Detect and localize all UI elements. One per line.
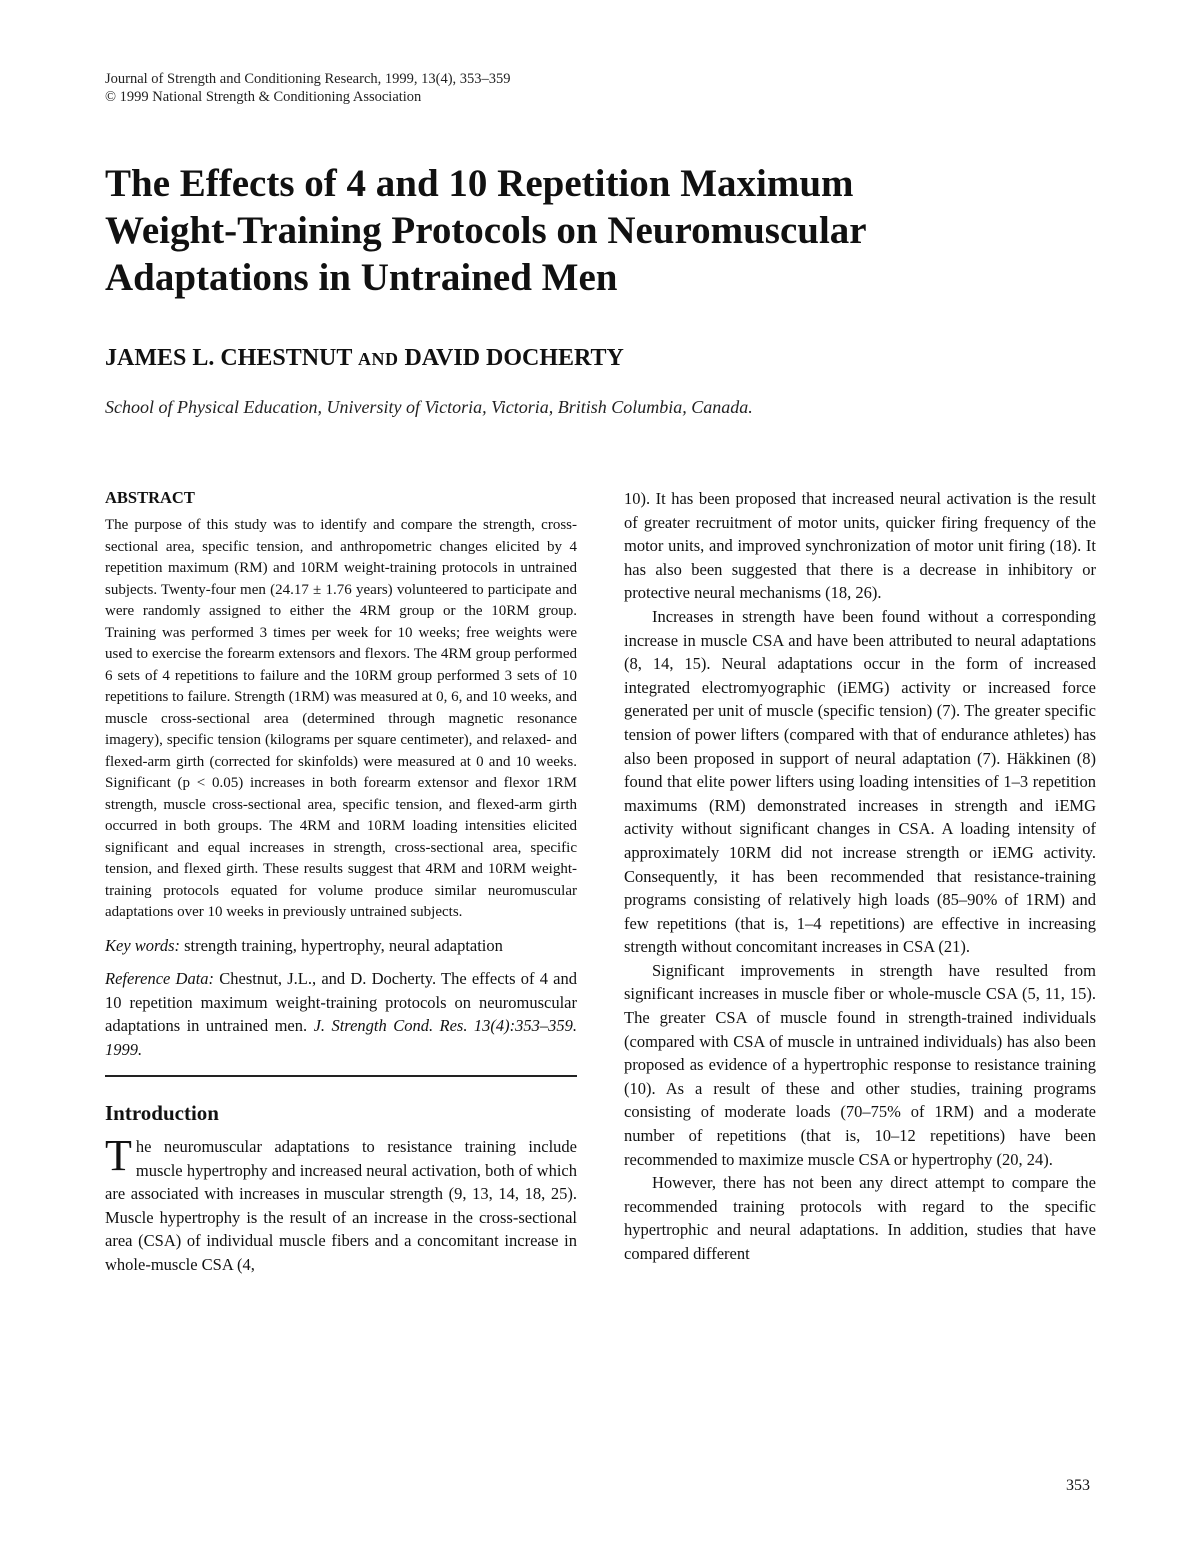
title-line-1: The Effects of 4 and 10 Repetition Maximum [105, 162, 854, 205]
section-divider [105, 1075, 577, 1077]
reference-data [105, 967, 577, 1061]
title-line-2: Weight-Training Protocols on Neuromuscular [105, 209, 867, 252]
right-paragraph-4: However, there has not been any direct attempt to compare the recommended training protocols with regard to the specific hypertrophic and neural adaptations. In addition, studies that have compared different [624, 1173, 1096, 1263]
reference-text: Chestnut, J.L., and D. Docherty. The effects of 4 and 10 repetition maximum weight-training protocols on neuromuscular adaptations in untrained men. [105, 969, 577, 1035]
title-line-3: Adaptations in Untrained Men [105, 256, 618, 299]
keywords-text: strength training, hypertrophy, neural adaptation [180, 935, 503, 955]
drop-cap: T [105, 1131, 132, 1180]
journal-citation: Journal of Strength and Conditioning Research, 1999, 13(4), 353–359 [105, 71, 511, 87]
keywords-label: Key words: [105, 935, 181, 955]
keywords [105, 934, 577, 958]
abstract-text: The purpose of this study was to identify and compare the strength, cross-sectional area, specific tension, and anthropometric changes elicited by 4 repetition maximum (RM) and 10RM weight-training protocols in untrained subjects. Twenty-four men (24.17 ± 1.76 years) volunteered to participate and were randomly assigned to either the 4RM group or the 10RM group. Training was performed 3 times per week for 10 weeks; free weights were used to exercise the forearm extensors and flexors. The 4RM group performed 6 sets of 4 repetitions to failure and the 10RM group performed 3 sets of 10 repetitions to failure. Strength (1RM) was measured at 0, 6, and 10 weeks, and muscle cross-sectional area (determined through magnetic resonance imagery), specific tension (kilograms per square centimeter), and relaxed- and flexed-arm girth (corrected for skinfolds) were measured at 0 and 10 weeks. Significant (p < 0.05) increases in both forearm extensor and flexor 1RM strength, muscle cross-sectional area, specific tension, and flexed-arm girth occurred in both groups. The 4RM and 10RM loading intensities elicited significant and equal increases in strength, cross-sectional area, specific tension, and flexed girth. These results suggest that 4RM and 10RM weight-training protocols equated for volume produce similar neuromuscular adaptations over 10 weeks in previously untrained subjects. [105, 517, 577, 920]
page-number: 353 [1066, 1477, 1090, 1494]
introduction-heading: Introduction [105, 1101, 219, 1125]
affiliation: School of Physical Education, University of Victoria, Victoria, British Columbia, Canada. [105, 397, 753, 417]
right-column [624, 487, 1096, 1266]
author-first: JAMES L. CHESTNUT [105, 345, 352, 371]
author-second: DAVID DOCHERTY [404, 345, 624, 371]
right-paragraph-3: Significant improvements in strength have resulted from significant increases in muscle fiber or whole-muscle CSA (5, 11, 15). The greater CSA of muscle found in strength-trained individuals (compared with CSA of muscle in untrained individuals) has also been proposed as evidence of a hypertrophic response to resistance training (10). As a result of these and other studies, training programs consisting of moderate loads (70–75% of 1RM) and a moderate number of repetitions (that is, 10–12 repetitions) have been recommended to maximize muscle CSA or hypertrophy (20, 24). [624, 960, 1096, 1169]
abstract-heading: ABSTRACT [105, 488, 195, 507]
reference-label: Reference Data: [105, 969, 215, 988]
left-column [105, 487, 577, 1277]
author-conjunction: AND [357, 349, 399, 369]
author-list [105, 345, 624, 372]
right-paragraph-2: Increases in strength have been found without a corresponding increase in muscle CSA and have been attributed to neural adaptations (8, 14, 15). Neural adaptations occur in the form of increased integrated electromyographic (iEMG) activity or increased force generated per unit of muscle (specific tension) (7). The greater specific tension of power lifters (compared with that of endurance athletes) has also been proposed in support of neural adaptation (7). Häkkinen (8) found that elite power lifters using loading intensities of 1–3 repetition maximums (RM) demonstrated increases in strength and iEMG activity without significant changes in CSA. A loading intensity of approximately 10RM did not increase strength or iEMG activity. Consequently, it has been recommended that resistance-training programs consisting of relatively high loads (85–90% of 1RM) and few repetitions (that is, 1–4 repetitions) are effective in increasing strength without concomitant increases in CSA (21). [624, 606, 1096, 957]
right-paragraph-1: 10). It has been proposed that increased neural activation is the result of greater recruitment of motor units, quicker firing frequency of the motor units, and improved synchronization of motor unit firing (18). It has also been suggested that there is a decrease in inhibitory or protective neural mechanisms (18, 26). [624, 489, 1096, 603]
reference-citation: J. Strength Cond. Res. 13(4):353–359. 1999. [105, 1016, 578, 1059]
journal-copyright: © 1999 National Strength & Conditioning Association [105, 89, 422, 105]
introduction-paragraph [105, 1131, 577, 1277]
introduction-text: he neuromuscular adaptations to resistance training include muscle hypertrophy and increased neural activation, both of which are associated with increases in muscular strength (9, 13, 14, 18, 25). Muscle hypertrophy is the result of an increase in the cross-sectional area (CSA) of individual muscle fibers and a concomitant increase in whole-muscle CSA (4, [105, 1137, 577, 1274]
journal-header [105, 70, 511, 106]
article-title [105, 160, 1065, 301]
